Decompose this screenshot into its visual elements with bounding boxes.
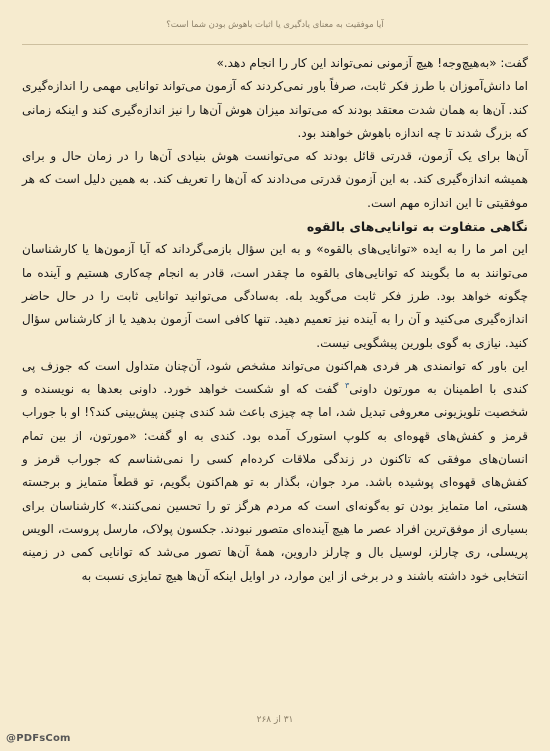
paragraph-text: این باور که توانمندی هر فردی هم‌اکنون می‌تواند مشخص شود، آن‌چنان متداول است که جوزف پی کندی با اطمینان به مورتون داونی	[22, 358, 528, 397]
paragraph-with-footnote	[22, 355, 528, 588]
paragraph: آن‌ها برای یک آزمون، قدرتی قائل بودند که می‌توانست هوش بنیادی آن‌ها را در زمان حال و برای همیشه اندازه‌گیری کند. به این آزمون قدرتی می‌دادند که آن‌ها را تعریف کند. به همین دلیل است که هر موفقیتی تا این اندازه مهم است.	[22, 149, 528, 210]
running-header: آیا موفقیت به معنای یادگیری یا اثبات باهوش بودن شما است؟	[166, 20, 384, 30]
footnote-marker[interactable]: ۳	[344, 381, 350, 391]
watermark: @PDFsCom	[6, 733, 71, 744]
paragraph: این امر ما را به ایده «توانایی‌های بالقوه» و به این سؤال بازمی‌گرداند که آیا آزمون‌ها یا کارشناسان می‌توانند به ما بگویند که توانایی‌های بالقوه ما چقدر است، قادر به انجام چه‌کاری هستیم و آینده ما چگونه خواهد بود. طرز فکر ثابت می‌گوید بله. به‌سادگی می‌توانید توانایی ثابت را در حال حاضر اندازه‌گیری می‌کنید و آن را به آینده نیز تعمیم دهید. تنها کافی است آزمون بدهید یا از کارشناس سؤال کنید. نیازی به گوی بلورین پیشگویی نیست.	[22, 242, 528, 350]
header-divider	[22, 44, 528, 45]
section-heading: نگاهی متفاوت به توانایی‌های بالقوه	[306, 219, 528, 235]
page-body	[22, 52, 528, 588]
paragraph: گفت: «به‌هیچ‌وجه! هیچ آزمونی نمی‌تواند این کار را انجام دهد.»	[216, 56, 528, 70]
paragraph: اما دانش‌آموزان با طرز فکر ثابت، صرفاً باور نمی‌کردند که آزمون می‌تواند توانایی مهمی را اندازه‌گیری کند. آن‌ها به همان شدت معتقد بودند که می‌تواند میزان هوش آن‌ها را نیز اندازه‌گیری کند و اینکه زمانی که بزرگ شدند تا چه اندازه باهوش خواهند بود.	[22, 79, 528, 140]
page-number: ۳۱ از ۲۶۸	[256, 715, 294, 725]
paragraph-text: گفت که او شکست خواهد خورد. داونی بعدها به نویسنده و شخصیت تلویزیونی معروفی تبدیل شد، اما چه چیزی باعث شد کندی چنین پیش‌بینی کند؟! او با جوراب قرمز و کفش‌های قهوه‌ای به کلوپ استورک آمده بود. کندی به او گفت: «مورتون، از بین تمام انسان‌های موفقی که تاکنون در زندگی ملاقات کرده‌ام کسی را نمی‌شناسم که جوراب قرمز و کفش‌های قهوه‌ای پوشیده باشد. مرد جوان، بگذار به تو هم‌اکنون بگویم، تو قطعاً متمایز و برجسته هستی، اما متمایز بودن تو به‌گونه‌ای است که مردم هرگز تو را تحسین نمی‌کنند.» کارشناسان برای بسیاری از موفق‌ترین افراد عصر ما هیچ آینده‌ای متصور نبودند. جکسون پولاک، مارسل پروست، الویس پریسلی، ری چارلز، لوسیل بال و چارلز داروین، همهٔ آن‌ها تصور می‌شد که توانایی کمی در زمینه انتخابی خود داشته باشند و در برخی از این موارد، در اوایل اینکه آن‌ها هیچ تمایزی نسبت به	[22, 382, 528, 583]
